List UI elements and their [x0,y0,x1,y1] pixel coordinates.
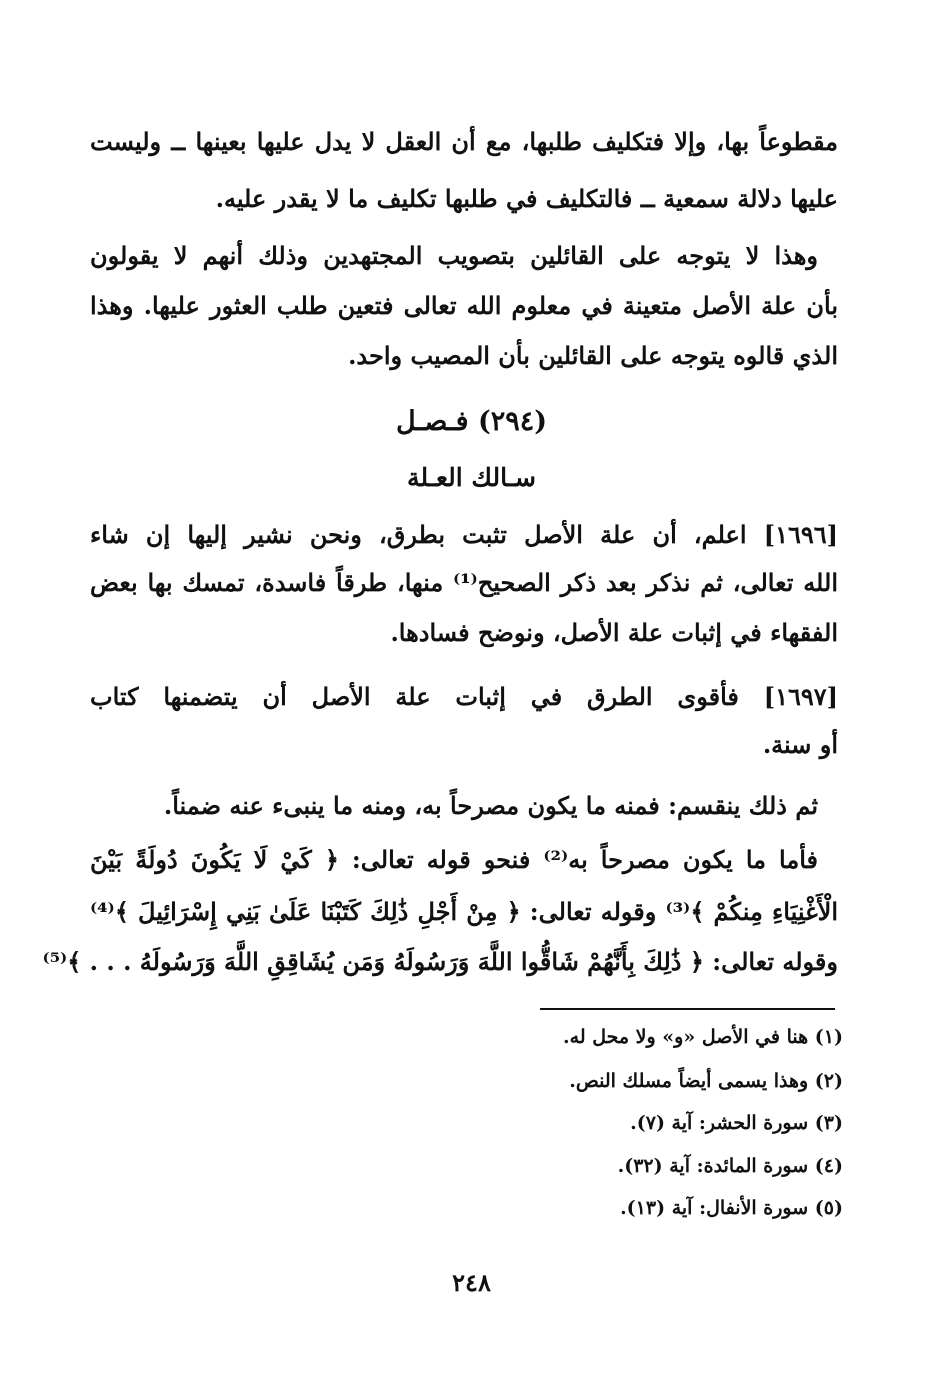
section-subheading: سـالك العـلة [407,463,536,492]
page-number: ٢٤٨ [452,1268,491,1297]
footnote-separator [540,1008,835,1010]
body-line: الْأَغْنِيَاءِ مِنكُمْ ﴾⁽³⁾ وقوله تعالى: ﴿ مِنْ أَجْلِ ذَٰلِكَ كَتَبْنَا عَلَىٰ بَنِي إِسْرَائِيلَ ﴾⁽⁴⁾ [90,897,839,926]
body-line: مقطوعاً بها، وإلا فتكليف طلبها، مع أن العقل لا يدل عليها بعينها ــ وليست [90,127,838,156]
body-line: الله تعالى، ثم نذكر بعد ذكر الصحيح⁽¹⁾ منها، طرقاً فاسدة، تمسك بها بعض [90,568,838,597]
body-line: وهذا لا يتوجه على القائلين بتصويب المجتهدين وذلك أنهم لا يقولون [90,241,818,270]
section-heading: (٢٩٤) فـصـل [395,406,548,437]
body-line: الذي قالوه يتوجه على القائلين بأن المصيب واحد. [348,341,838,370]
body-line: أو سنة. [762,730,838,759]
body-line: بأن علة الأصل متعينة في معلوم الله تعالى فتعين طلب العثور عليها. وهذا [90,291,838,320]
body-line: [١٦٩٧] فأقوى الطرق في إثبات علة الأصل أن يتضمنها كتاب [90,682,838,711]
body-line: الفقهاء في إثبات علة الأصل، ونوضح فسادها. [390,618,838,647]
footnote: (٢) وهذا يسمى أيضاً مسلك النص. [569,1070,843,1092]
footnote: (٤) سورة المائدة: آية (٣٢). [617,1155,843,1177]
footnote: (٥) سورة الأنفال: آية (١٣). [620,1197,843,1219]
body-line: ثم ذلك ينقسم: فمنه ما يكون مصرحاً به، ومنه ما ينبىء عنه ضمناً. [163,791,818,820]
body-line: [١٦٩٦] اعلم، أن علة الأصل تثبت بطرق، ونحن نشير إليها إن شاء [90,520,838,549]
footnote: (٣) سورة الحشر: آية (٧). [630,1112,843,1134]
footnote: (١) هنا في الأصل «و» ولا محل له. [563,1026,843,1048]
body-line: فأما ما يكون مصرحاً به⁽²⁾ فنحو قوله تعالى: ﴿ كَيْ لَا يَكُونَ دُولَةً بَيْنَ [90,845,818,874]
body-line: وقوله تعالى: ﴿ ذَٰلِكَ بِأَنَّهُمْ شَاقُّوا اللَّهَ وَرَسُولَهُ وَمَن يُشَاقِقِ اللَّهَ وَرَسُولَهُ . . . ﴾⁽⁵⁾ [42,947,838,976]
body-line: عليها دلالة سمعية ــ فالتكليف في طلبها تكليف ما لا يقدر عليه. [215,184,838,213]
